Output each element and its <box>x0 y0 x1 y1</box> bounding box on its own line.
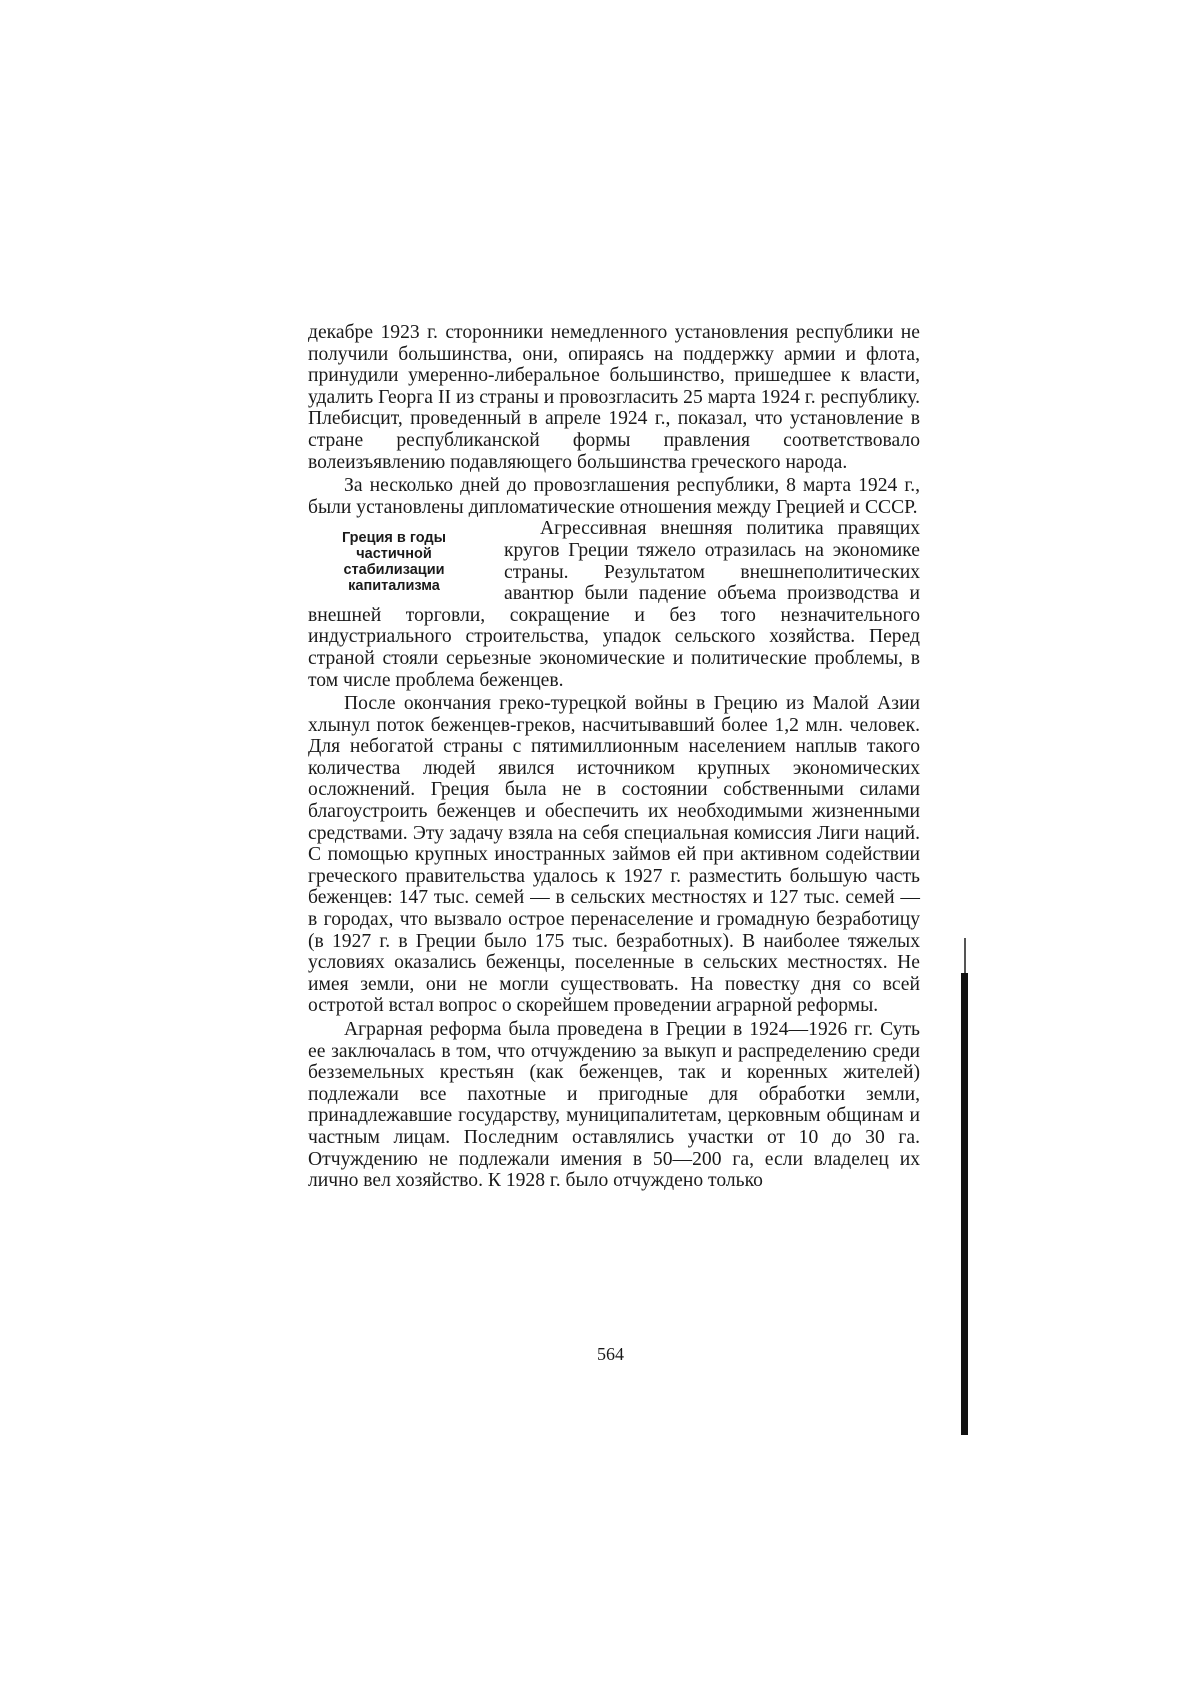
paragraph-3: Агрессивная внешняя политика правящих кругов Греции тяжело отразилась на экономике страны. Результатом внешнеполитических авантюр были падение объема производства и внешней торговли, сокращение и без того незначительного индустриального строительства, упадок сельского хозяйства. Перед страной стояли серьезные экономические и политические проблемы, в том числе проблема беженцев. <box>308 518 920 691</box>
body-text <box>308 322 920 1192</box>
scan-edge-mark <box>961 973 968 1435</box>
paragraph-4: После окончания греко-турецкой войны в Грецию из Малой Азии хлынул поток беженцев-греков, насчитывавший более 1,2 млн. человек. Для небогатой страны с пятимиллионным населением наплыв такого количества людей явился источником крупных экономических осложнений. Греция была не в состоянии собственными силами благоустроить беженцев и обеспечить их необходимыми жизненными средствами. Эту задачу взяла на себя специальная комиссия Лиги наций. С помощью крупных иностранных займов ей при активном содействии греческого правительства удалось к 1927 г. разместить большую часть беженцев: 147 тыс. семей — в сельских местностях и 127 тыс. семей — в городах, что вызвало острое перенаселение и громадную безработицу (в 1927 г. в Греции было 175 тыс. безработных). В наиболее тяжелых условиях оказались беженцы, поселенные в сельских местностях. Не имея земли, они не могли существовать. На повестку дня со всей остротой встал вопрос о скорейшем проведении аграрной реформы. <box>308 693 920 1017</box>
paragraph-1: декабре 1923 г. сторонники немедленного установления республики не получили большинства, они, опираясь на поддержку армии и флота, принудили умеренно-либеральное большинство, пришедшее к власти, удалить Георга II из страны и провозгласить 25 марта 1924 г. республику. Плебисцит, проведенный в апреле 1924 г., показал, что установление в стране республиканской формы правления соответствовало волеизъявлению подавляющего большинства греческого народа. <box>308 322 920 473</box>
side-heading-line-4: капитализма <box>348 577 440 594</box>
side-heading-line-1: Греция в годы <box>342 530 446 547</box>
side-heading-line-3: стабилизации <box>343 561 445 578</box>
paragraph-2: За несколько дней до провозглашения республики, 8 марта 1924 г., были установлены дипломатические отношения между Грецией и СССР. <box>308 475 920 518</box>
page-number: 564 <box>597 1344 624 1364</box>
scan-edge-mark-thin <box>964 938 966 974</box>
side-heading-line-2: частичной <box>356 546 432 563</box>
paragraph-5: Аграрная реформа была проведена в Греции в 1924—1926 гг. Суть ее заключалась в том, что отчуждению за выкуп и распределению среди безземельных крестьян (как беженцев, так и коренных жителей) подлежали все пахотные и пригодные для обработки земли, принадлежавшие государству, муниципалитетам, церковным общинам и частным лицам. Последним оставлялись участки от 10 до 30 га. Отчуждению не подлежали имения в 50—200 га, если владелец их лично вел хозяйство. К 1928 г. было отчуждено только <box>308 1019 920 1192</box>
side-heading <box>308 531 480 594</box>
